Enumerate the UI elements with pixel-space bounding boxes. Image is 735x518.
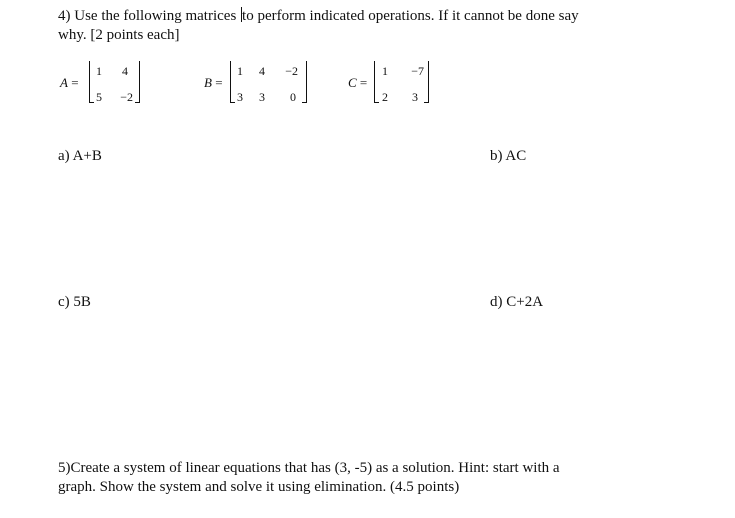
question-4-line-2: why. [2 points each]: [58, 27, 180, 43]
matrix-c-label: [348, 75, 367, 91]
matrix-b-right-bracket: [306, 61, 307, 103]
matrix-c-right-bracket-foot: [424, 102, 429, 103]
matrix-b-equals: =: [215, 75, 223, 90]
part-c-label: c) 5B: [58, 294, 91, 310]
matrix-c-cell: 3: [412, 90, 418, 104]
matrix-b-cell: 4: [259, 64, 265, 78]
matrix-a-name: A: [60, 75, 68, 90]
matrix-a-right-bracket: [139, 61, 140, 103]
part-a-label: a) A+B: [58, 148, 102, 164]
matrix-b-name: B: [204, 75, 212, 90]
matrix-a-label: [60, 75, 79, 91]
matrix-a-cell: 1: [96, 64, 102, 78]
matrix-c-name: C: [348, 75, 357, 90]
question-4-text-a: 4) Use the following matrices: [58, 8, 241, 24]
question-5-line-1: 5)Create a system of linear equations that has (3, -5) as a solution. Hint: start with a: [58, 460, 560, 476]
matrix-a-cell: 4: [122, 64, 128, 78]
matrix-c-equals: =: [359, 75, 368, 90]
question-4-text-b: to perform indicated operations. If it cannot be done say: [242, 8, 579, 24]
part-d-label: d) C+2A: [490, 294, 544, 310]
matrix-b-cell: 3: [237, 90, 243, 104]
matrix-a-cell: 5: [96, 90, 102, 104]
part-b-label: b) AC: [490, 148, 527, 164]
matrix-b-cell: 3: [259, 90, 265, 104]
matrix-c-cell: −7: [411, 64, 424, 78]
matrix-a-right-bracket-foot: [135, 102, 140, 103]
matrix-b-cell: −2: [285, 64, 298, 78]
matrix-a-cell: −2: [120, 90, 133, 104]
matrix-a-equals: =: [71, 75, 79, 90]
matrix-c-cell: 2: [382, 90, 388, 104]
question-5-line-2: graph. Show the system and solve it using elimination. (4.5 points): [58, 479, 460, 495]
question-4-line-1: [58, 7, 579, 26]
matrix-c-right-bracket: [428, 61, 429, 103]
matrix-c-cell: 1: [382, 64, 388, 78]
matrix-b-cell: 0: [290, 90, 296, 104]
matrix-b-right-bracket-foot: [302, 102, 307, 103]
matrix-b-cell: 1: [237, 64, 243, 78]
matrix-b-label: [204, 75, 223, 91]
